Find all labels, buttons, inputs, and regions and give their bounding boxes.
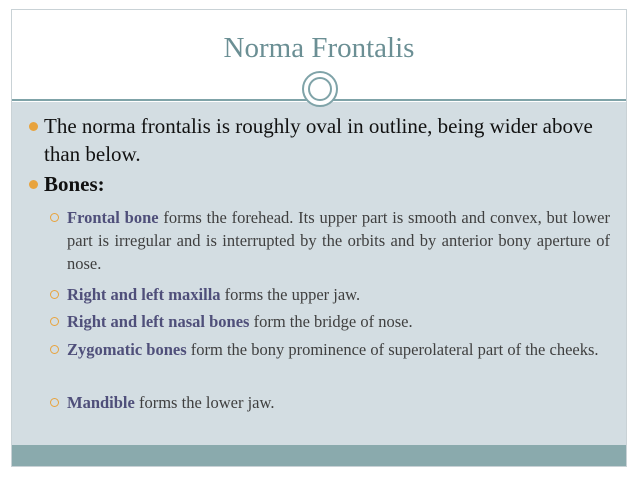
circle-ornament-inner <box>308 77 332 101</box>
sub-bullet-nasal-bones <box>67 310 610 333</box>
bone-description: forms the forehead. Its upper part is smooth and convex, but lower part is irregular and is interrupted by the orbits and by anterior bony aperture of nose. <box>67 208 610 273</box>
hollow-bullet-icon <box>50 290 59 299</box>
bone-name: Zygomatic bones <box>67 340 187 359</box>
bone-name: Right and left nasal bones <box>67 312 250 331</box>
content-area <box>12 102 626 447</box>
sub-bullet-zygomatic-bones <box>67 338 610 361</box>
bone-name: Right and left maxilla <box>67 285 221 304</box>
bullet-bones <box>44 170 610 198</box>
bone-name: Frontal bone <box>67 208 159 227</box>
hollow-bullet-icon <box>50 345 59 354</box>
hollow-bullet-icon <box>50 398 59 407</box>
bone-description: form the bony prominence of superolateral part of the cheeks. <box>186 340 599 359</box>
slide <box>11 9 627 467</box>
slide-title: Norma Frontalis <box>223 32 415 64</box>
sub-bullet-maxilla <box>67 283 610 306</box>
bullet-dot-icon <box>29 180 38 189</box>
bullet-dot-icon <box>29 122 38 131</box>
sub-bullet-frontal-bone <box>67 206 610 275</box>
bone-description: form the bridge of nose. <box>249 312 413 331</box>
bullet-oval-outline <box>44 112 610 168</box>
bullet-text: The norma frontalis is roughly oval in outline, being wider above than below. <box>44 114 593 166</box>
hollow-bullet-icon <box>50 317 59 326</box>
hollow-bullet-icon <box>50 213 59 222</box>
sub-bullet-mandible <box>67 391 610 414</box>
footer-band <box>12 445 626 466</box>
bone-description: forms the lower jaw. <box>134 393 275 412</box>
bone-description: forms the upper jaw. <box>220 285 361 304</box>
bone-name: Mandible <box>67 393 135 412</box>
circle-ornament-icon <box>302 71 338 107</box>
bullet-text: Bones: <box>44 172 105 196</box>
